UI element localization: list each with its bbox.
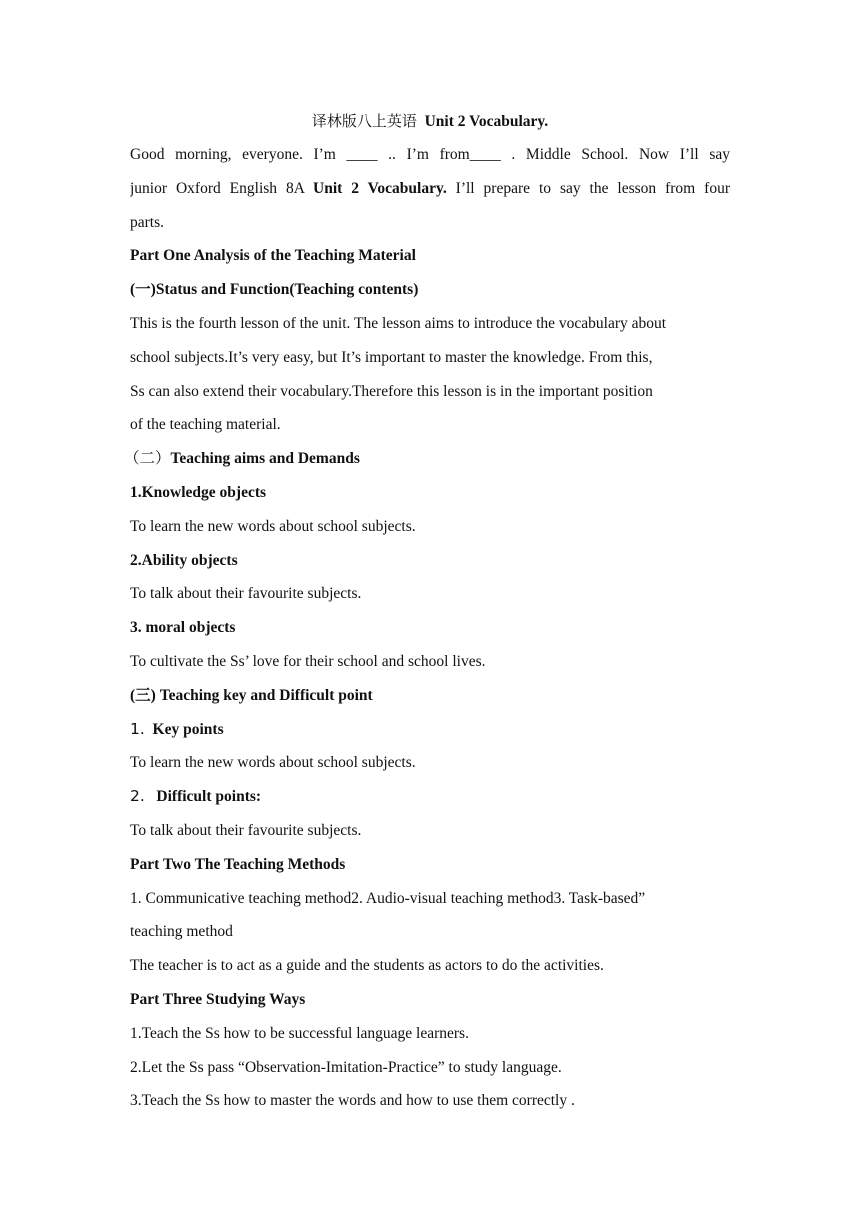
studying-way-3: 3.Teach the Ss how to master the words and how to use them correctly . <box>130 1092 575 1110</box>
section-aims-heading <box>124 442 730 476</box>
title-english: Unit 2 Vocabulary. <box>424 113 549 130</box>
part-one-heading: Part One Analysis of the Teaching Material <box>130 247 416 265</box>
intro-line-2 <box>130 172 730 206</box>
section-aims-prefix: （二） <box>124 449 171 468</box>
document-page <box>124 104 730 1118</box>
status-line-4: of the teaching material. <box>130 416 281 434</box>
section-status-heading: (一)Status and Function(Teaching contents) <box>130 281 419 299</box>
ability-objects-text: To talk about their favourite subjects. <box>130 585 362 603</box>
intro-line-2-unit: Unit 2 Vocabulary. <box>313 179 447 197</box>
methods-line-2: teaching method <box>130 923 233 941</box>
document-title <box>130 104 730 138</box>
key-points-heading <box>130 713 730 747</box>
difficult-points-heading <box>130 780 730 814</box>
difficult-points-number: 2. <box>130 787 145 806</box>
status-line-2: school subjects.It’s very easy, but It’s important to master the knowledge. From this, <box>130 348 653 366</box>
moral-objects-text: To cultivate the Ss’ love for their school and school lives. <box>130 652 486 670</box>
section-key-difficult-heading: (三) Teaching key and Difficult point <box>130 686 373 704</box>
moral-objects-heading: 3. moral objects <box>130 619 236 637</box>
methods-line-1: 1. Communicative teaching method2. Audio-visual teaching method3. Task-based” <box>130 889 646 907</box>
section-aims-title: Teaching aims and Demands <box>170 450 360 468</box>
title-chinese: 译林版八上英语 <box>311 112 417 130</box>
key-points-title: Key points <box>152 720 224 738</box>
studying-way-1: 1.Teach the Ss how to be successful language learners. <box>130 1024 469 1042</box>
intro-line-3: parts. <box>130 213 165 231</box>
part-two-heading: Part Two The Teaching Methods <box>130 855 346 873</box>
ability-objects-heading: 2.Ability objects <box>130 551 238 569</box>
difficult-points-text: To talk about their favourite subjects. <box>130 821 362 839</box>
intro-line-1: Good morning, everyone. I’m ____ .. I’m from____ . Middle School. Now I’ll say <box>130 146 730 163</box>
knowledge-objects-text: To learn the new words about school subjects. <box>130 517 416 535</box>
studying-way-2: 2.Let the Ss pass “Observation-Imitation-Practice” to study language. <box>130 1058 562 1076</box>
intro-line-2-start: junior Oxford English 8A <box>130 179 313 197</box>
status-line-3: Ss can also extend their vocabulary.Therefore this lesson is in the important position <box>130 382 653 400</box>
difficult-points-title: Difficult points: <box>156 788 262 806</box>
intro-line-2-end: I’ll prepare to say the lesson from four <box>446 179 730 197</box>
key-points-text: To learn the new words about school subjects. <box>130 754 416 772</box>
status-line-1: This is the fourth lesson of the unit. The lesson aims to introduce the vocabulary about <box>130 314 667 332</box>
methods-line-3: The teacher is to act as a guide and the students as actors to do the activities. <box>130 957 604 975</box>
part-three-heading: Part Three Studying Ways <box>130 990 306 1008</box>
key-points-number: 1. <box>130 719 145 738</box>
knowledge-objects-heading: 1.Knowledge objects <box>130 483 267 501</box>
